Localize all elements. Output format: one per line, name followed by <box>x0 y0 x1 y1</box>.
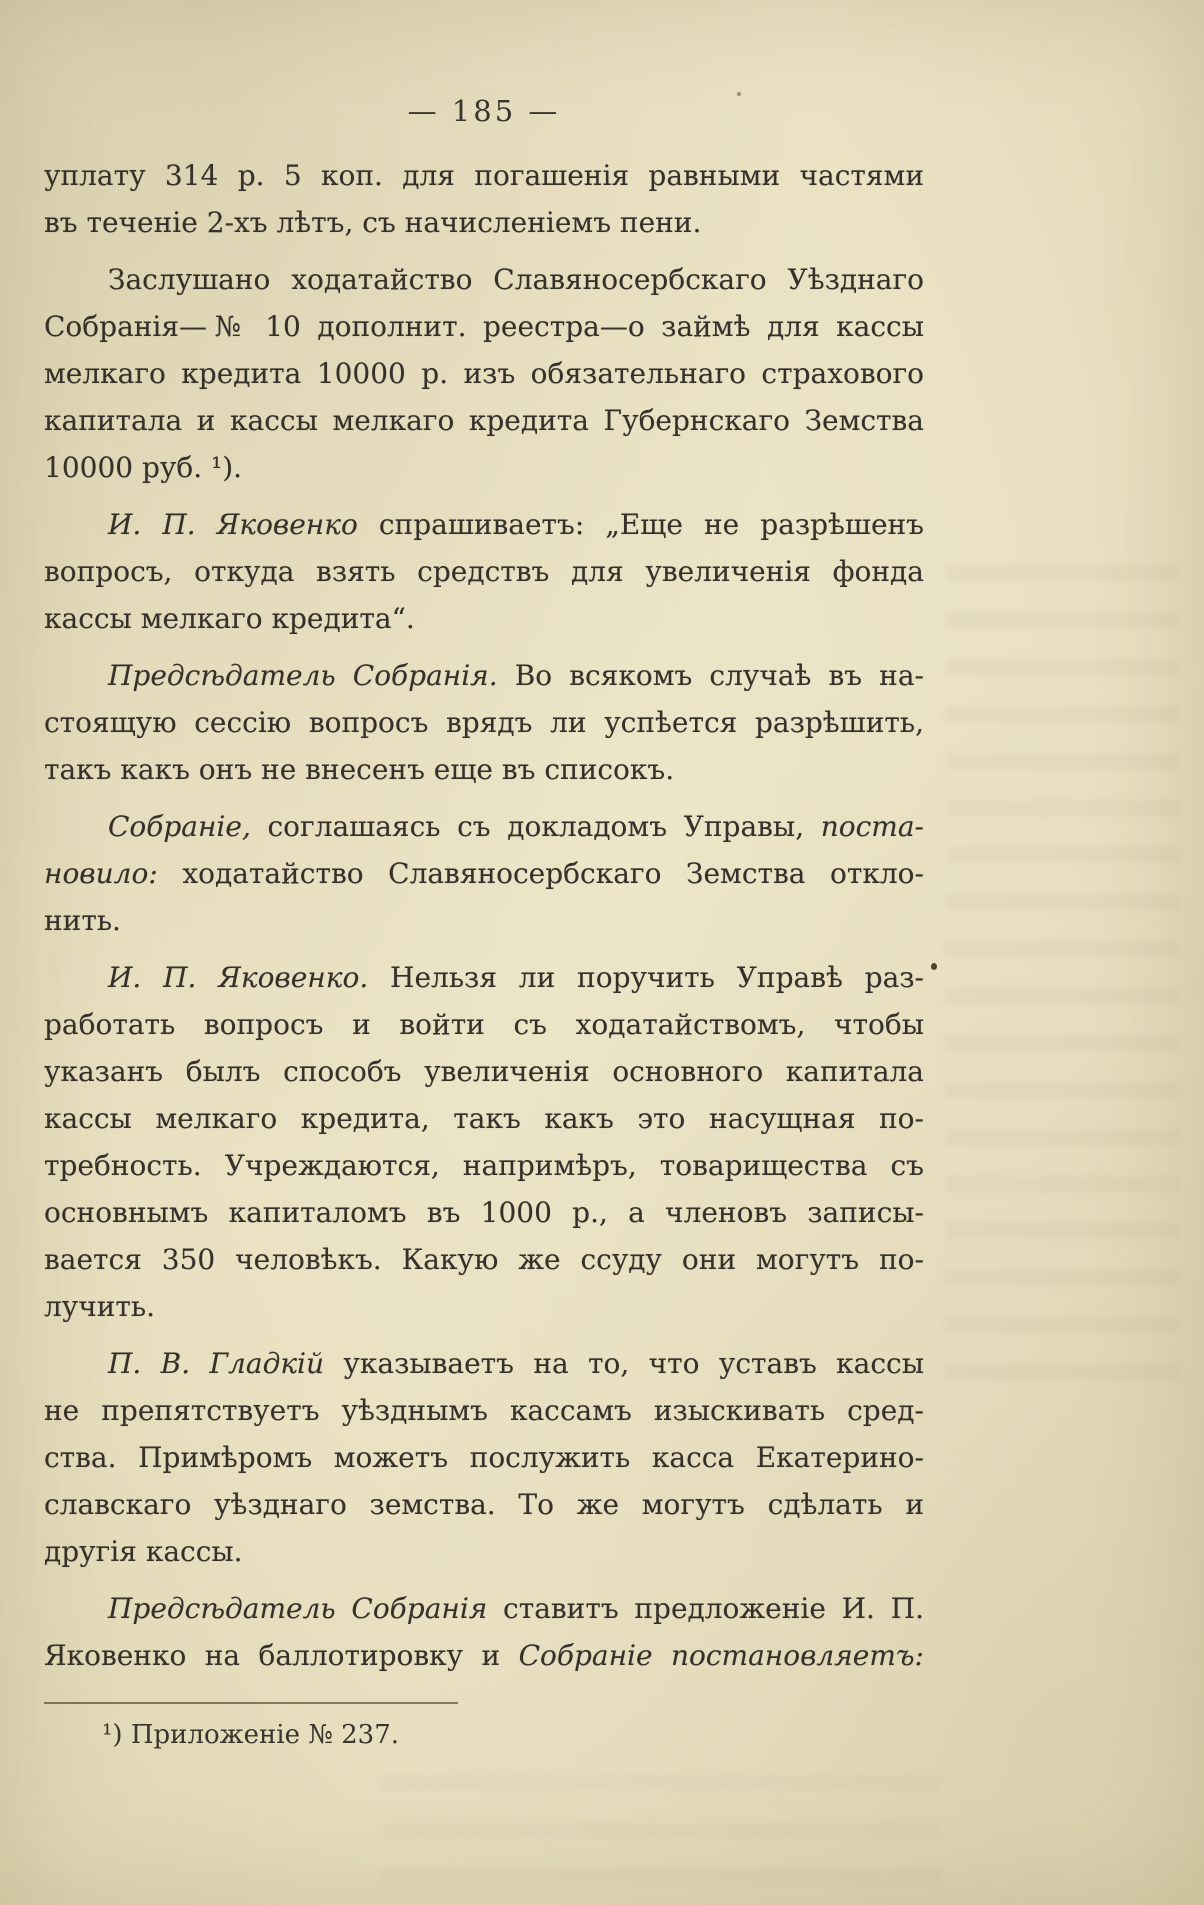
text-segment: работать вопросъ и войти съ ходатайствомъ, чтобы <box>44 1008 924 1041</box>
paragraph <box>44 1340 924 1575</box>
ink-bleed-through <box>380 1755 940 1885</box>
text-segment: указываетъ на то, что уставъ кассы <box>324 1347 924 1380</box>
text-segment: лучить. <box>44 1290 156 1323</box>
text-line <box>44 652 924 699</box>
text-segment: спрашиваетъ: „Еще не разрѣшенъ <box>357 508 924 541</box>
text-line <box>44 1528 924 1575</box>
text-segment: вопросъ, откуда взять средствъ для увеличенія фонда <box>44 555 924 588</box>
ink-bleed-through <box>945 560 1180 1380</box>
text-line <box>44 803 924 850</box>
text-line <box>44 1585 924 1632</box>
text-line <box>44 303 924 350</box>
text-line <box>44 1142 924 1189</box>
text-segment: такъ какъ онъ не внесенъ еще въ списокъ. <box>44 753 675 786</box>
text-line <box>44 1387 924 1434</box>
italic-segment: Собраніе постановляетъ: <box>518 1639 924 1672</box>
text-block <box>44 152 924 1679</box>
text-segment: Нельзя ли поручить Управѣ раз- <box>368 961 924 994</box>
text-segment: Яковенко на баллотировку и <box>44 1639 519 1672</box>
paper-speck <box>931 963 937 970</box>
text-line <box>44 746 924 793</box>
text-line <box>44 350 924 397</box>
paper-speck <box>737 92 741 96</box>
text-segment: нить. <box>44 904 121 937</box>
italic-segment: новило: <box>44 857 158 890</box>
italic-segment: Собраніе, <box>108 810 251 843</box>
text-line <box>44 397 924 444</box>
italic-segment: И. П. Яковенко. <box>108 961 369 994</box>
text-segment: другія кассы. <box>44 1535 243 1568</box>
text-line <box>44 1001 924 1048</box>
text-line <box>44 1340 924 1387</box>
text-segment: въ теченіе 2-хъ лѣтъ, съ начисленіемъ пени. <box>44 206 702 239</box>
text-line <box>44 1095 924 1142</box>
text-segment: ства. Примѣромъ можетъ послужить касса Екатерино- <box>44 1441 924 1474</box>
text-line <box>44 444 924 491</box>
footnote-rule <box>44 1702 458 1704</box>
text-segment: кассы мелкаго кредита“. <box>44 602 415 635</box>
text-segment: основнымъ капиталомъ въ 1000 р., а членовъ записы- <box>44 1196 924 1229</box>
text-line <box>44 1048 924 1095</box>
text-line <box>44 1481 924 1528</box>
paragraph <box>44 652 924 793</box>
text-line <box>44 199 924 246</box>
text-line <box>44 1632 924 1679</box>
italic-segment: Предсѣдатель Собранія. <box>108 659 498 692</box>
text-segment: Заслушано ходатайство Славяносербскаго Уѣзднаго <box>108 263 924 296</box>
text-segment: капитала и кассы мелкаго кредита Губернскаго Земства <box>44 404 924 437</box>
page-number: — 185 — <box>407 94 561 128</box>
footnote-text: ¹) Приложеніе № 237. <box>102 1720 400 1750</box>
text-segment: указанъ былъ способъ увеличенія основного капитала <box>44 1055 924 1088</box>
italic-segment: Предсѣдатель Собранія <box>108 1592 488 1625</box>
text-line <box>44 1236 924 1283</box>
text-segment: Во всякомъ случаѣ въ на- <box>497 659 924 692</box>
text-line <box>44 954 924 1001</box>
italic-segment: П. В. Гладкій <box>108 1347 325 1380</box>
text-segment: мелкаго кредита 10000 р. изъ обязательнаго страхового <box>44 357 924 390</box>
text-segment: вается 350 человѣкъ. Какую же ссуду они могутъ по- <box>44 1243 924 1276</box>
paragraph <box>44 954 924 1330</box>
text-line <box>44 1434 924 1481</box>
paragraph <box>44 256 924 491</box>
text-line <box>44 850 924 897</box>
text-segment: стоящую сессію вопросъ врядъ ли успѣется разрѣшить, <box>44 706 924 739</box>
text-segment: требность. Учреждаются, напримѣръ, товарищества съ <box>44 1149 924 1182</box>
text-line <box>44 1283 924 1330</box>
text-line <box>44 699 924 746</box>
text-segment: ставитъ предложеніе И. П. <box>487 1592 924 1625</box>
text-segment: уплату 314 р. 5 коп. для погашенія равными частями <box>44 159 924 192</box>
text-segment: славскаго уѣзднаго земства. То же могутъ сдѣлать и <box>44 1488 924 1521</box>
text-line <box>44 548 924 595</box>
paragraph <box>44 152 924 246</box>
text-line <box>44 256 924 303</box>
text-line <box>44 897 924 944</box>
text-segment: кассы мелкаго кредита, такъ какъ это насущная по- <box>44 1102 924 1135</box>
text-segment: 10000 руб. ¹). <box>44 451 243 484</box>
text-segment: ходатайство Славяносербскаго Земства откло- <box>157 857 924 890</box>
paragraph <box>44 501 924 642</box>
paragraph <box>44 803 924 944</box>
text-line <box>44 1189 924 1236</box>
footnote <box>44 1702 924 1750</box>
text-line <box>44 501 924 548</box>
text-segment: соглашаясь съ докладомъ Управы, <box>250 810 821 843</box>
italic-segment: поста- <box>820 810 924 843</box>
text-line <box>44 152 924 199</box>
italic-segment: И. П. Яковенко <box>108 508 358 541</box>
text-line <box>44 595 924 642</box>
text-segment: Собранія—№ 10 дополнит. реестра—о займѣ для кассы <box>44 310 924 343</box>
text-segment: не препятствуетъ уѣзднымъ кассамъ изыскивать сред- <box>44 1394 924 1427</box>
paragraph <box>44 1585 924 1679</box>
